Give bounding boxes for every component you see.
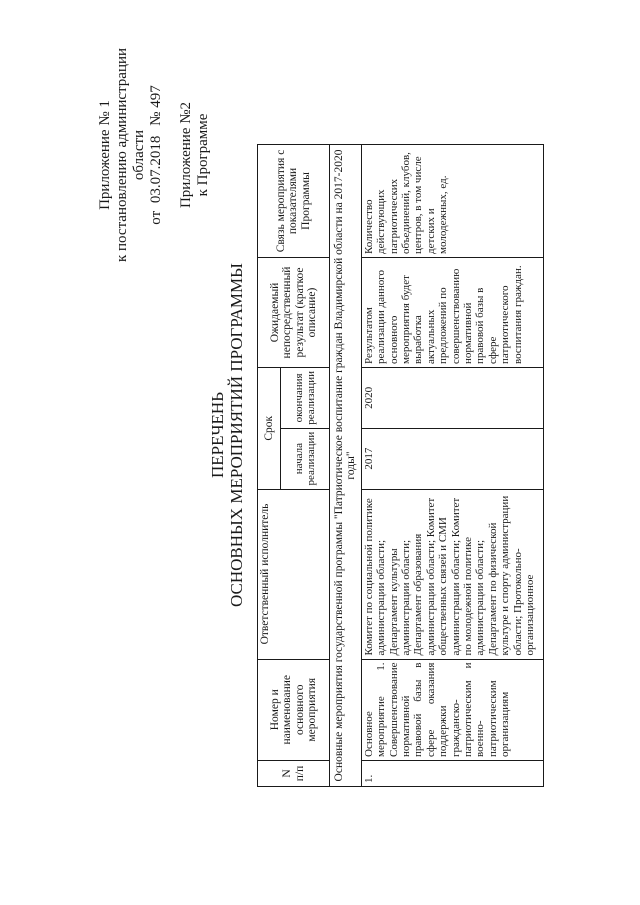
row-name: Основное мероприятие 1. Совершенствование нормативной правовой базы в сфере оказания поддержки гражданско-патриотическим и военно-патриотическим организациям — [361, 659, 543, 760]
order-date: 03.07.2018 — [148, 135, 164, 204]
row-num: 1. — [361, 761, 543, 787]
appendix-2-header — [178, 25, 212, 285]
title-line-1: ПЕРЕЧЕНЬ — [208, 392, 227, 478]
appendix-2-program-line: к Программе — [195, 113, 211, 197]
appendix-1-region-line: области — [131, 129, 147, 181]
header-num: N п/п — [258, 761, 330, 787]
order-line — [148, 25, 165, 285]
title-line-2: ОСНОВНЫХ МЕРОПРИЯТИЙ ПРОГРАММЫ — [227, 263, 246, 607]
order-number: 497 — [148, 85, 164, 108]
order-number-sign: № — [148, 111, 164, 126]
appendix-1-decree-line: к постановлению администрации — [114, 47, 130, 263]
row-start: 2017 — [361, 428, 543, 489]
order-prefix: от — [148, 210, 164, 225]
table-row — [361, 144, 543, 786]
document-title — [208, 175, 246, 695]
appendix-2-label: Приложение №2 — [178, 101, 194, 209]
appendix-1-header — [97, 25, 165, 285]
header-link: Связь мероприятия с показателями Программы — [258, 144, 330, 257]
header-result: Ожидаемый непосредственный результат (краткое описание) — [258, 257, 330, 367]
table-header-row — [258, 144, 281, 786]
section-row — [330, 144, 362, 786]
header-executor: Ответственный исполнитель — [258, 489, 330, 659]
header-term-end: окончания реализации — [281, 367, 330, 428]
row-executor: Комитет по социальной политике администрации области; Департамент культуры администрации области; Департамент образования администрации области; Комитет общественных связей и СМИ администрации области; Комитет по молодежной политике администрации области; Департамент по физической культуре и спорту администрации области; Протокольно-организационное — [361, 489, 543, 659]
measures-table — [257, 144, 544, 787]
header-term: Срок — [258, 367, 281, 489]
header-term-start: начала реализации — [281, 428, 330, 489]
header-name: Номер и наименование основного мероприятия — [258, 659, 330, 760]
row-link: Количество действующих патриотических объединений, клубов, центров, в том числе детских и молодежных, ед. — [361, 144, 543, 257]
row-end: 2020 — [361, 367, 543, 428]
appendix-1-label: Приложение № 1 — [97, 100, 113, 210]
section-title: Основные мероприятия государственной программы "Патриотическое воспитание граждан Владимирской области на 2017-2020 годы" — [330, 144, 362, 786]
row-result: Результатом реализации данного основного мероприятия будет выработка актуальных предложений по совершенствованию нормативной правовой базы в сфере патриотического воспитания граждан. — [361, 257, 543, 367]
